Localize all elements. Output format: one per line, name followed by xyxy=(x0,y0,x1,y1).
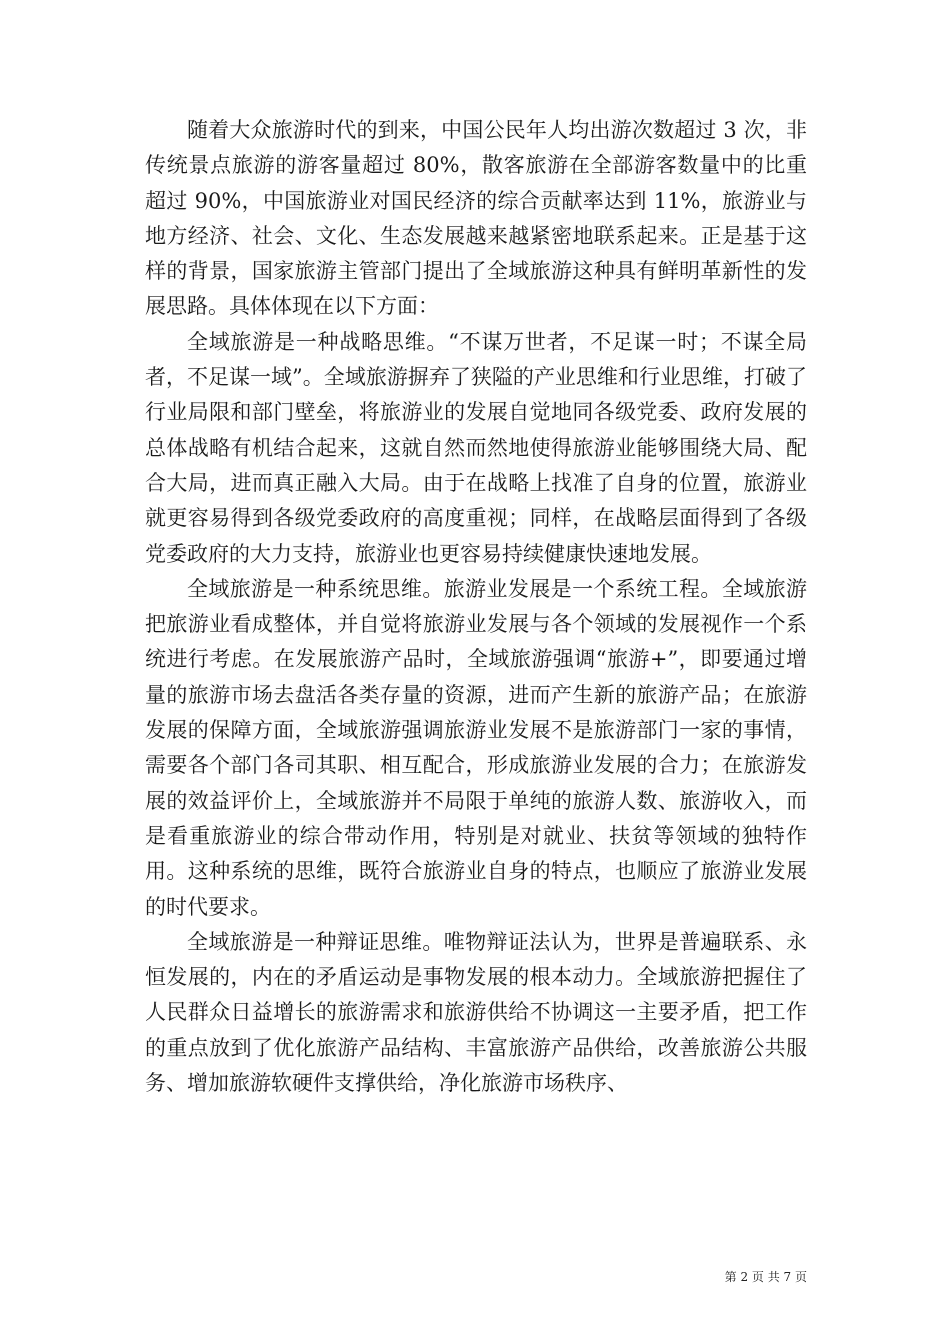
paragraph-dialectical-thinking: 全域旅游是一种辩证思维。唯物辩证法认为，世界是普遍联系、永恒发展的，内在的矛盾运动是事物发展的根本动力。全域旅游把握住了人民群众日益增长的旅游需求和旅游供给不协调这一主要矛盾，把工作的重点放到了优化旅游产品结构、丰富旅游产品供给，改善旅游公共服务、增加旅游软硬件支撑供给，净化旅游市场秩序、 xyxy=(145,929,807,1096)
page-number-footer: 第 2 页 共 7 页 xyxy=(724,1270,807,1284)
document-body xyxy=(145,113,807,1101)
paragraph-strategic-thinking: 全域旅游是一种战略思维。“不谋万世者，不足谋一时；不谋全局者，不足谋一域”。全域旅游摒弃了狭隘的产业思维和行业思维，打破了行业局限和部门壁垒，将旅游业的发展自觉地同各级党委、政府发展的总体战略有机结合起来，这就自然而然地使得旅游业能够围绕大局、配合大局，进而真正融入大局。由于在战略上找准了自身的位置，旅游业就更容易得到各级党委政府的高度重视；同样，在战略层面得到了各级党委政府的大力支持，旅游业也更容易持续健康快速地发展。 xyxy=(145,329,807,566)
paragraph-system-thinking: 全域旅游是一种系统思维。旅游业发展是一个系统工程。全域旅游把旅游业看成整体，并自觉将旅游业发展与各个领域的发展视作一个系统进行考虑。在发展旅游产品时，全域旅游强调“旅游+”，即要通过增量的旅游市场去盘活各类存量的资源，进而产生新的旅游产品；在旅游发展的保障方面，全域旅游强调旅游业发展不是旅游部门一家的事情，需要各个部门各司其职、相互配合，形成旅游业发展的合力；在旅游发展的效益评价上，全域旅游并不局限于单纯的旅游人数、旅游收入，而是看重旅游业的综合带动作用，特别是对就业、扶贫等领域的独特作用。这种系统的思维，既符合旅游业自身的特点，也顺应了旅游业发展的时代要求。 xyxy=(145,576,807,919)
paragraph-intro: 随着大众旅游时代的到来，中国公民年人均出游次数超过 3 次，非传统景点旅游的游客量超过 80%，散客旅游在全部游客数量中的比重超过 90%，中国旅游业对国民经济的综合贡献率达到 11%，旅游业与地方经济、社会、文化、生态发展越来越紧密地联系起来。正是基于这样的背景，国家旅游主管部门提出了全域旅游这种具有鲜明革新性的发展思路。具体体现在以下方面： xyxy=(145,118,807,319)
